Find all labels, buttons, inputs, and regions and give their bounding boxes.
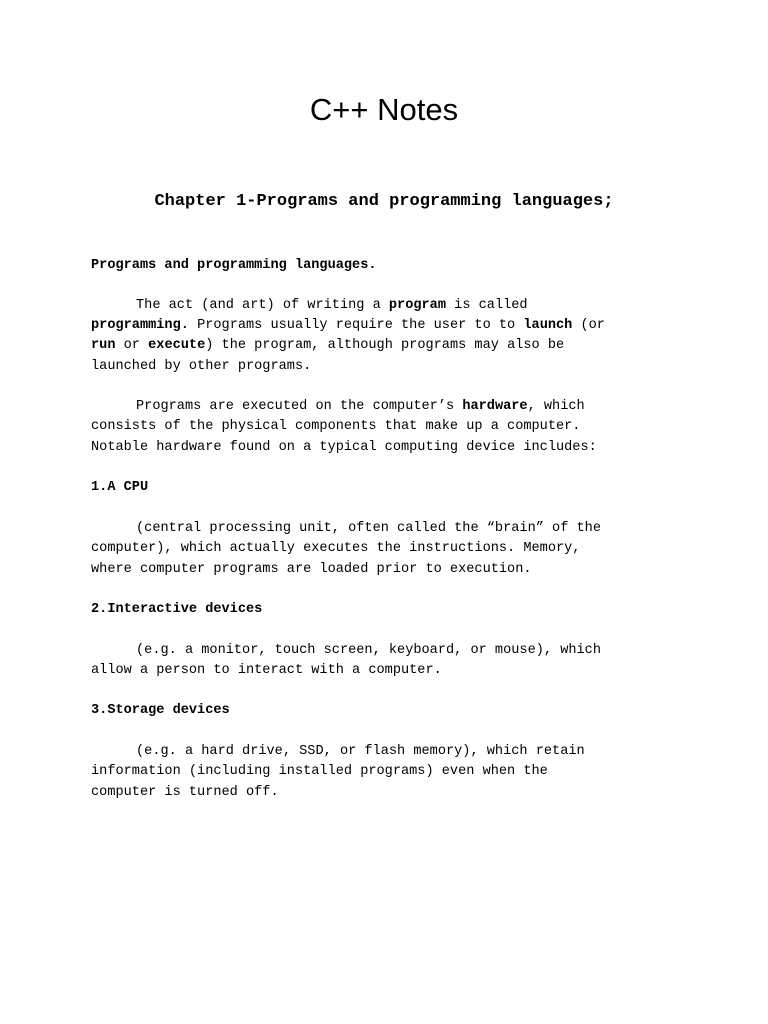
item2-line1: (e.g. a monitor, touch screen, keyboard, or mouse), which — [136, 643, 601, 658]
item3-line1: (e.g. a hard drive, SSD, or flash memory), which retain — [136, 744, 585, 759]
item1-line2: computer), which actually executes the instructions. Memory, — [91, 541, 581, 556]
item1-line1: (central processing unit, often called the “brain” of the — [136, 521, 601, 536]
section-heading: Programs and programming languages. — [91, 258, 377, 273]
para2-line3: Notable hardware found on a typical computing device includes: — [91, 440, 597, 455]
chapter-heading: Chapter 1-Programs and programming languages; — [154, 192, 614, 211]
para1-line2: programming. Programs usually require the user to to launch (or — [91, 318, 605, 333]
document-title: C++ Notes — [309, 92, 459, 127]
para2-line2: consists of the physical components that make up a computer. — [91, 419, 581, 434]
item1-line3: where computer programs are loaded prior to execution. — [91, 562, 532, 577]
item3-line3: computer is turned off. — [91, 785, 279, 800]
item2-heading: 2.Interactive devices — [91, 602, 263, 617]
para1-line1: The act (and art) of writing a program is called — [136, 298, 528, 313]
item2-line2: allow a person to interact with a computer. — [91, 663, 442, 678]
para2-line1: Programs are executed on the computer’s hardware, which — [136, 399, 585, 414]
item3-line2: information (including installed programs) even when the — [91, 764, 548, 779]
item3-heading: 3.Storage devices — [91, 703, 230, 718]
item1-heading: 1.A CPU — [91, 480, 149, 495]
para1-line3: run or execute) the program, although programs may also be — [91, 338, 565, 353]
para1-line4: launched by other programs. — [91, 359, 312, 374]
